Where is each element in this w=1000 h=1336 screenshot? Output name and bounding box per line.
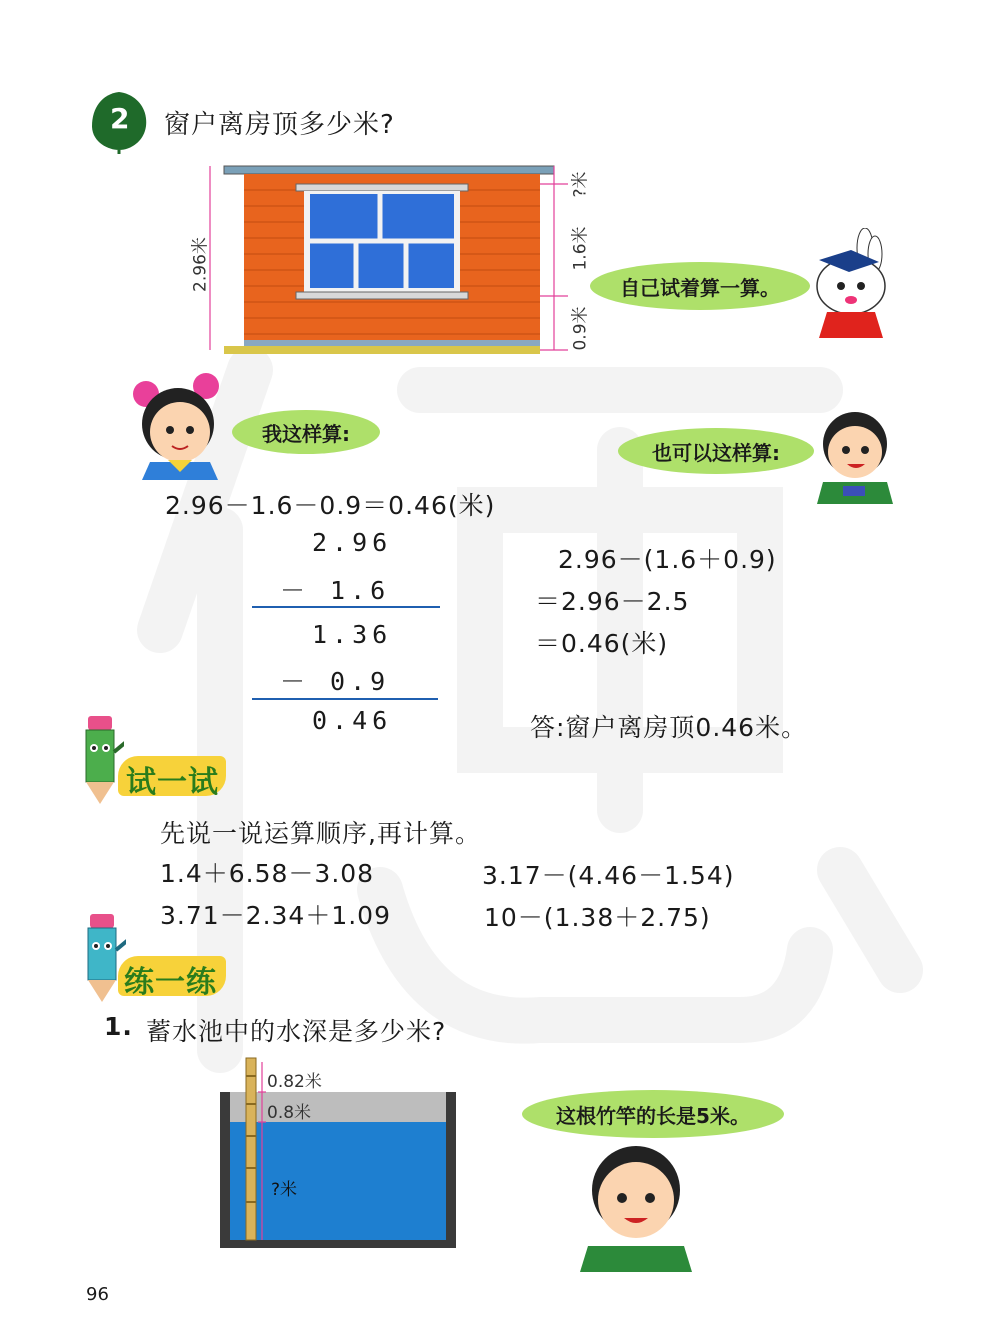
section-badge: [86, 88, 152, 154]
page-number: 96: [86, 1284, 109, 1305]
question-1-text: 蓄水池中的水深是多少米?: [146, 1017, 447, 1046]
boy-character: [815, 408, 895, 504]
question-title: 窗户离房顶多少米?: [164, 110, 395, 140]
try-problem-2: 3.17－(4.46－1.54): [482, 861, 735, 890]
vertical-line-5: 0.46: [312, 706, 393, 735]
boy2-speech-bubble: 这根竹竿的长是5米。: [522, 1090, 784, 1138]
vertical-line-1: 2.96: [312, 528, 393, 557]
dimension-total-height: 2.96米: [190, 237, 211, 292]
girl-speech-bubble: 我这样算:: [232, 410, 380, 454]
try-instruction: 先说一说运算顺序,再计算。: [160, 819, 481, 848]
answer-text: 答:窗户离房顶0.46米。: [530, 713, 808, 742]
method2-line-3: ＝0.46(米): [535, 629, 669, 658]
question-1-number: 1.: [104, 1012, 133, 1041]
method2-line-1: 2.96－(1.6＋0.9): [558, 545, 777, 574]
pencil-mascot-icon: [72, 712, 124, 804]
vertical-line-4: － 0.9: [280, 667, 391, 696]
vertical-rule-2: [252, 698, 438, 700]
house-illustration: [200, 160, 600, 360]
dimension-bottom-gap: 0.9米: [570, 306, 591, 351]
dimension-roof-gap: ?米: [570, 171, 591, 198]
vertical-rule-1: [252, 606, 440, 608]
rabbit-character: [805, 228, 895, 344]
pool-label-gap: 0.8米: [267, 1103, 312, 1123]
pool-label-top: 0.82米: [267, 1072, 322, 1092]
pool-illustration: [220, 1056, 460, 1252]
method2-line-2: ＝2.96－2.5: [535, 587, 690, 616]
vertical-line-2: － 1.6: [280, 576, 391, 605]
section-number: 2: [110, 102, 130, 135]
practice-section-title: 练一练: [124, 965, 217, 1000]
try-problem-3: 3.71－2.34＋1.09: [160, 901, 391, 930]
method1-equation: 2.96－1.6－0.9＝0.46(米): [165, 491, 496, 520]
try-section-title: 试一试: [126, 765, 219, 800]
try-problem-4: 10－(1.38＋2.75): [484, 903, 711, 932]
try-problem-1: 1.4＋6.58－3.08: [160, 859, 375, 888]
vertical-line-3: 1.36: [312, 620, 393, 649]
dimension-window-height: 1.6米: [570, 226, 591, 271]
rabbit-speech-bubble: 自己试着算一算。: [590, 262, 810, 310]
girl-character: [128, 372, 228, 480]
boy-speech-bubble: 也可以这样算:: [618, 428, 814, 474]
boy2-character: [578, 1142, 694, 1272]
pool-label-depth: ?米: [271, 1180, 298, 1200]
